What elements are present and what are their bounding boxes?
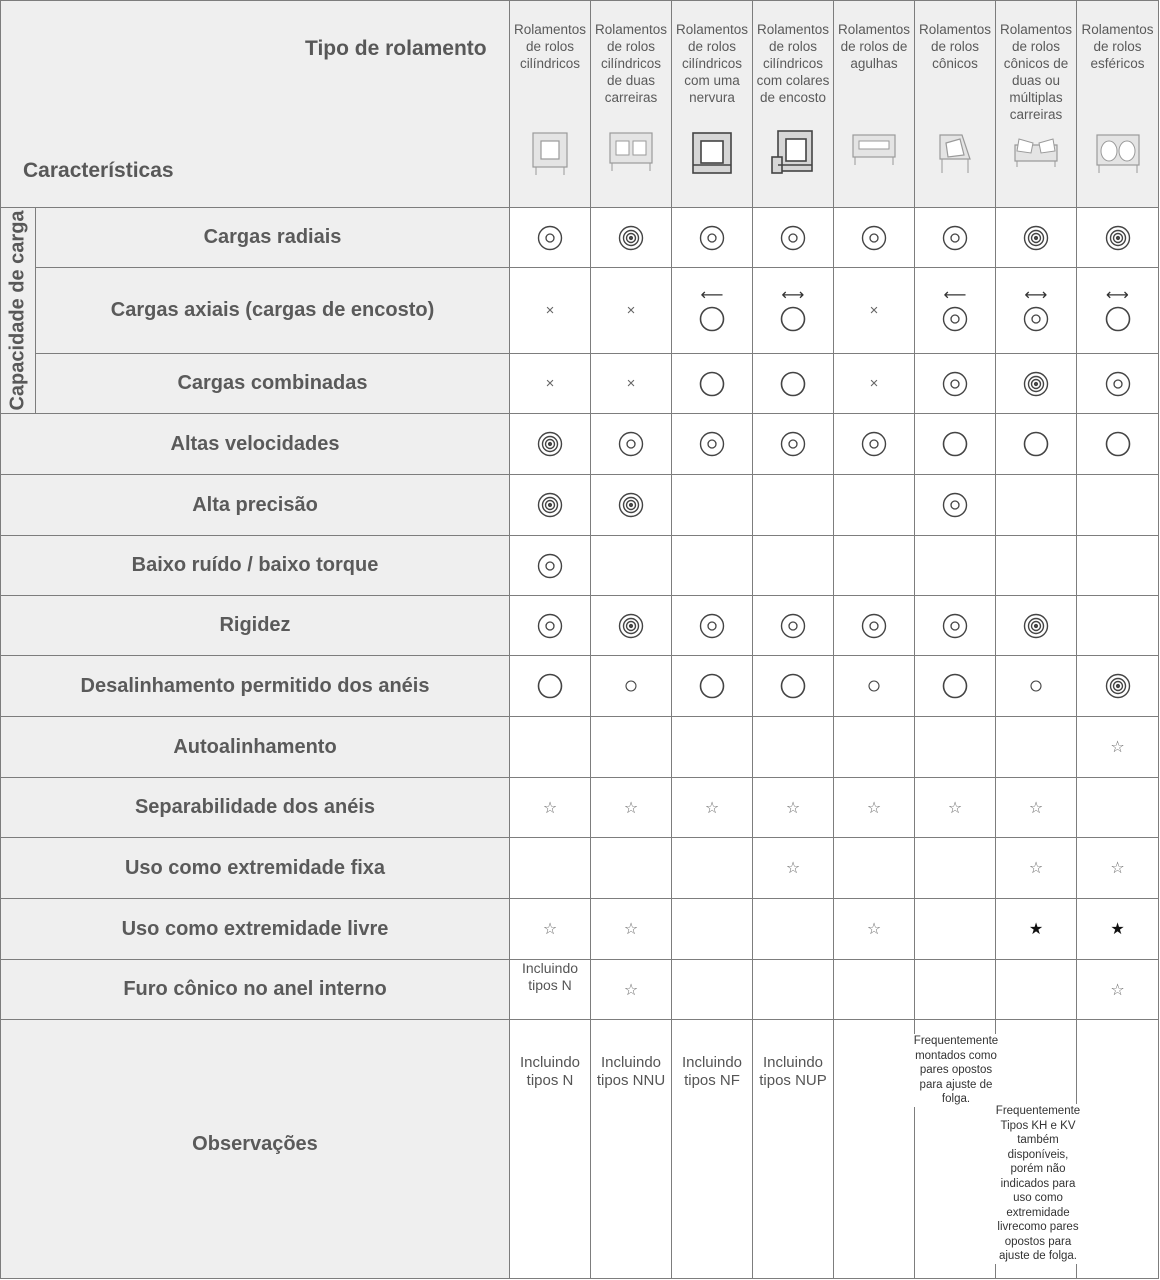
load-capacity-group-label xyxy=(0,208,36,414)
rating-cell xyxy=(996,354,1077,414)
rating-cell xyxy=(915,717,996,778)
rating-cell xyxy=(834,656,915,717)
column-header xyxy=(915,0,996,208)
rating-cell xyxy=(591,899,672,960)
rating-cell xyxy=(996,899,1077,960)
rating-cell xyxy=(753,717,834,778)
rating-cell xyxy=(753,475,834,536)
poor-rating-icon xyxy=(996,656,1076,716)
arrow-both-icon: ⟷ xyxy=(781,286,805,304)
fair-rating-icon xyxy=(996,414,1076,474)
rating-cell xyxy=(1077,656,1159,717)
star-outline-icon: ☆ xyxy=(1110,860,1125,877)
rating-cell xyxy=(834,414,915,475)
star-outline-icon: ☆ xyxy=(1028,860,1044,877)
rating-cell xyxy=(1077,208,1159,268)
excellent-rating-icon xyxy=(510,414,590,474)
rating-cell xyxy=(1077,475,1159,536)
row-label: Autoalinhamento xyxy=(0,717,510,778)
rating-cell xyxy=(915,268,996,354)
rating-cell xyxy=(1077,268,1159,354)
column-title: Rolamentos de rolos cilíndricos de duas carreiras xyxy=(594,22,668,105)
rating-cell xyxy=(996,536,1077,596)
column-header xyxy=(672,0,753,208)
rating-cell xyxy=(996,475,1077,536)
rating-cell xyxy=(510,268,591,354)
rating-cell xyxy=(672,354,753,414)
rating-cell xyxy=(510,354,591,414)
notes-cell xyxy=(591,1020,672,1279)
rating-cell xyxy=(996,208,1077,268)
star-outline-icon: ☆ xyxy=(623,799,639,817)
taper-note-text: Incluindo tipos N xyxy=(521,960,579,993)
rating-cell xyxy=(915,354,996,414)
rating-cell xyxy=(672,268,753,354)
row-label: Alta precisão xyxy=(0,475,510,536)
row-label: Uso como extremidade fixa xyxy=(0,838,510,899)
rating-cell xyxy=(591,268,672,354)
rating-cell xyxy=(753,838,834,899)
good-rating-icon xyxy=(834,596,914,655)
rating-cell xyxy=(915,778,996,838)
fair-rating-icon xyxy=(1077,268,1158,353)
fair-rating-icon xyxy=(753,268,833,353)
row-label: Separabilidade dos anéis xyxy=(0,778,510,838)
star-outline-icon: ☆ xyxy=(866,799,882,817)
cylindrical-roller-bearing-icon xyxy=(510,129,590,177)
note-text: Incluindo tipos N xyxy=(519,1054,581,1089)
rating-cell xyxy=(834,717,915,778)
rating-cell xyxy=(834,354,915,414)
good-rating-icon xyxy=(672,596,752,655)
excellent-rating-icon xyxy=(591,208,671,267)
rating-cell xyxy=(753,536,834,596)
good-rating-icon xyxy=(996,268,1076,353)
row-label: Cargas combinadas xyxy=(36,354,510,414)
column-title: Rolamentos de rolos cilíndricos com uma nervura xyxy=(675,22,749,105)
rating-cell xyxy=(996,778,1077,838)
rating-cell xyxy=(591,354,672,414)
rating-cell xyxy=(915,960,996,1020)
column-title: Rolamentos de rolos cônicos de duas ou múltiplas carreiras xyxy=(999,22,1073,122)
not-applicable-mark: × xyxy=(869,375,879,392)
fair-rating-icon xyxy=(672,268,752,353)
not-applicable-mark: × xyxy=(626,302,636,319)
row-label: Rigidez xyxy=(0,596,510,656)
fair-rating-icon xyxy=(915,414,995,474)
fair-rating-icon xyxy=(672,656,752,716)
rating-cell xyxy=(1077,838,1159,899)
rating-cell xyxy=(834,960,915,1020)
rating-cell xyxy=(996,414,1077,475)
not-applicable-mark: × xyxy=(545,302,555,319)
rating-cell xyxy=(753,414,834,475)
excellent-rating-icon xyxy=(1077,208,1158,267)
column-title: Rolamentos de rolos cônicos xyxy=(918,22,992,71)
fair-rating-icon xyxy=(753,656,833,716)
excellent-rating-icon xyxy=(591,596,671,655)
rating-cell xyxy=(915,536,996,596)
rating-cell xyxy=(834,475,915,536)
good-rating-icon xyxy=(915,268,995,353)
rating-cell xyxy=(915,838,996,899)
rating-cell xyxy=(510,475,591,536)
rating-cell xyxy=(591,717,672,778)
rating-cell xyxy=(591,536,672,596)
column-title: Rolamentos de rolos esféricos xyxy=(1081,22,1154,71)
rating-cell xyxy=(753,899,834,960)
column-header xyxy=(591,0,672,208)
rating-cell xyxy=(510,536,591,596)
rating-cell xyxy=(1077,354,1159,414)
rating-cell xyxy=(510,414,591,475)
excellent-rating-icon xyxy=(996,354,1076,413)
rating-cell xyxy=(672,536,753,596)
star-outline-icon: ☆ xyxy=(947,799,963,817)
star-filled-icon: ★ xyxy=(1110,921,1125,938)
characteristics-heading: Características xyxy=(23,159,174,182)
rating-cell xyxy=(834,536,915,596)
rating-cell xyxy=(672,960,753,1020)
notes-cell xyxy=(753,1020,834,1279)
rating-cell xyxy=(915,596,996,656)
rating-cell xyxy=(1077,536,1159,596)
row-label: Cargas axiais (cargas de encosto) xyxy=(36,268,510,354)
column-header xyxy=(753,0,834,208)
good-rating-icon xyxy=(672,208,752,267)
star-outline-icon: ☆ xyxy=(785,799,801,817)
rating-cell xyxy=(591,960,672,1020)
rating-cell xyxy=(591,414,672,475)
rating-cell xyxy=(1077,778,1159,838)
good-rating-icon xyxy=(915,354,995,413)
notes-cell xyxy=(1077,1020,1159,1279)
fair-rating-icon xyxy=(1077,414,1158,474)
rating-cell xyxy=(591,656,672,717)
star-outline-icon: ☆ xyxy=(866,921,882,938)
note-text: Incluindo tipos NF xyxy=(681,1054,743,1089)
excellent-rating-icon xyxy=(1077,656,1158,716)
excellent-rating-icon xyxy=(591,475,671,535)
notes-cell xyxy=(510,1020,591,1279)
notes-row-label: Observações xyxy=(0,1020,510,1279)
row-label: Uso como extremidade livre xyxy=(0,899,510,960)
rating-cell xyxy=(510,838,591,899)
rating-cell xyxy=(1077,960,1159,1020)
rating-cell xyxy=(834,838,915,899)
good-rating-icon xyxy=(1077,354,1158,413)
rating-cell xyxy=(1077,414,1159,475)
rating-cell xyxy=(510,208,591,268)
excellent-rating-icon xyxy=(996,596,1076,655)
star-outline-icon: ☆ xyxy=(542,921,558,938)
row-label: Baixo ruído / baixo torque xyxy=(0,536,510,596)
row-label: Furo cônico no anel interno xyxy=(0,960,510,1020)
rating-cell xyxy=(1077,899,1159,960)
rating-cell xyxy=(996,960,1077,1020)
column-title: Rolamentos de rolos cilíndricos xyxy=(513,22,587,71)
star-outline-icon: ☆ xyxy=(1110,739,1125,756)
star-outline-icon: ☆ xyxy=(785,860,801,877)
star-outline-icon: ☆ xyxy=(704,799,720,817)
rating-cell xyxy=(1077,596,1159,656)
bearing-type-heading: Tipo de rolamento xyxy=(305,37,487,60)
column-title: Rolamentos de rolos de agulhas xyxy=(837,22,911,71)
excellent-rating-icon xyxy=(996,208,1076,267)
rating-cell xyxy=(753,960,834,1020)
good-rating-icon xyxy=(915,596,995,655)
arrow-left-icon: ⟵ xyxy=(943,286,967,304)
rating-cell xyxy=(510,778,591,838)
rating-cell xyxy=(915,899,996,960)
rating-cell xyxy=(591,596,672,656)
row-label: Altas velocidades xyxy=(0,414,510,475)
star-filled-icon: ★ xyxy=(1028,921,1044,938)
column-header xyxy=(834,0,915,208)
fair-rating-icon xyxy=(510,656,590,716)
double-row-cylindrical-roller-bearing-icon xyxy=(591,129,671,177)
column-header xyxy=(1077,0,1159,208)
good-rating-icon xyxy=(834,414,914,474)
rating-cell xyxy=(834,596,915,656)
column-header xyxy=(996,0,1077,208)
rating-cell xyxy=(915,414,996,475)
header-corner xyxy=(0,0,510,208)
good-rating-icon xyxy=(753,596,833,655)
rating-cell xyxy=(672,208,753,268)
rating-cell xyxy=(834,208,915,268)
rating-cell xyxy=(753,778,834,838)
rating-cell xyxy=(753,656,834,717)
rating-cell xyxy=(915,208,996,268)
excellent-rating-icon xyxy=(510,475,590,535)
rating-cell xyxy=(591,208,672,268)
rating-cell xyxy=(834,268,915,354)
fair-rating-icon xyxy=(915,656,995,716)
rating-cell xyxy=(996,838,1077,899)
good-rating-icon xyxy=(915,208,995,267)
notes-cell xyxy=(834,1020,915,1279)
rating-cell xyxy=(510,596,591,656)
rating-cell xyxy=(996,656,1077,717)
rating-cell xyxy=(672,656,753,717)
poor-rating-icon xyxy=(591,656,671,716)
good-rating-icon xyxy=(753,414,833,474)
rating-cell xyxy=(915,475,996,536)
rating-cell xyxy=(510,656,591,717)
rating-cell xyxy=(510,899,591,960)
star-outline-icon: ☆ xyxy=(1028,799,1044,817)
rating-cell xyxy=(672,899,753,960)
rating-cell xyxy=(510,960,591,1020)
fair-rating-icon xyxy=(753,354,833,413)
arrow-left-icon: ⟵ xyxy=(700,286,724,304)
good-rating-icon xyxy=(915,475,995,535)
multirow-note-text: Frequentemente Tipos KH e KV também disponíveis, porém não indicados para uso como extremidade livrecomo pares opostos para ajuste de folga. xyxy=(991,1104,1085,1264)
rating-cell xyxy=(834,778,915,838)
rating-cell xyxy=(753,268,834,354)
note-text: Incluindo tipos NNU xyxy=(596,1054,666,1089)
single-rib-cylindrical-roller-bearing-icon xyxy=(672,129,752,177)
multi-row-tapered-roller-bearing-icon xyxy=(996,129,1076,177)
column-header xyxy=(510,0,591,208)
rating-cell xyxy=(672,414,753,475)
tapered-roller-bearing-icon xyxy=(915,129,995,177)
rating-cell xyxy=(672,596,753,656)
notes-cell xyxy=(672,1020,753,1279)
rating-cell xyxy=(996,717,1077,778)
rating-cell xyxy=(672,475,753,536)
needle-roller-bearing-icon xyxy=(834,129,914,177)
row-label: Desalinhamento permitido dos anéis xyxy=(0,656,510,717)
rating-cell xyxy=(672,778,753,838)
poor-rating-icon xyxy=(834,656,914,716)
rating-cell xyxy=(591,838,672,899)
not-applicable-mark: × xyxy=(626,375,636,392)
good-rating-icon xyxy=(834,208,914,267)
rating-cell xyxy=(834,899,915,960)
star-outline-icon: ☆ xyxy=(623,981,639,999)
not-applicable-mark: × xyxy=(869,302,879,319)
rating-cell xyxy=(510,717,591,778)
arrow-both-icon: ⟷ xyxy=(1106,286,1129,304)
good-rating-icon xyxy=(672,414,752,474)
rating-cell xyxy=(591,778,672,838)
spherical-roller-bearing-icon xyxy=(1077,129,1158,177)
rating-cell xyxy=(996,596,1077,656)
good-rating-icon xyxy=(510,596,590,655)
column-title: Rolamentos de rolos cilíndricos com colares de encosto xyxy=(756,22,830,105)
group-label-text: Capacidade de carga xyxy=(6,210,29,411)
row-label: Cargas radiais xyxy=(36,208,510,268)
good-rating-icon xyxy=(510,208,590,267)
rating-cell xyxy=(996,268,1077,354)
tapered-note-text: Frequentemente montados como pares opostos para ajuste de folga. xyxy=(910,1034,1002,1107)
rating-cell xyxy=(753,354,834,414)
good-rating-icon xyxy=(591,414,671,474)
rating-cell xyxy=(915,656,996,717)
fair-rating-icon xyxy=(672,354,752,413)
not-applicable-mark: × xyxy=(545,375,555,392)
thrust-collar-cylindrical-roller-bearing-icon xyxy=(753,129,833,177)
star-outline-icon: ☆ xyxy=(1110,981,1125,999)
note-text: Incluindo tipos NUP xyxy=(759,1054,827,1089)
good-rating-icon xyxy=(753,208,833,267)
rating-cell xyxy=(672,717,753,778)
rating-cell xyxy=(672,838,753,899)
rating-cell xyxy=(591,475,672,536)
rating-cell xyxy=(1077,717,1159,778)
arrow-both-icon: ⟷ xyxy=(1024,286,1048,304)
rating-cell xyxy=(753,208,834,268)
good-rating-icon xyxy=(510,536,590,595)
star-outline-icon: ☆ xyxy=(623,921,639,938)
rating-cell xyxy=(753,596,834,656)
star-outline-icon: ☆ xyxy=(542,799,558,817)
